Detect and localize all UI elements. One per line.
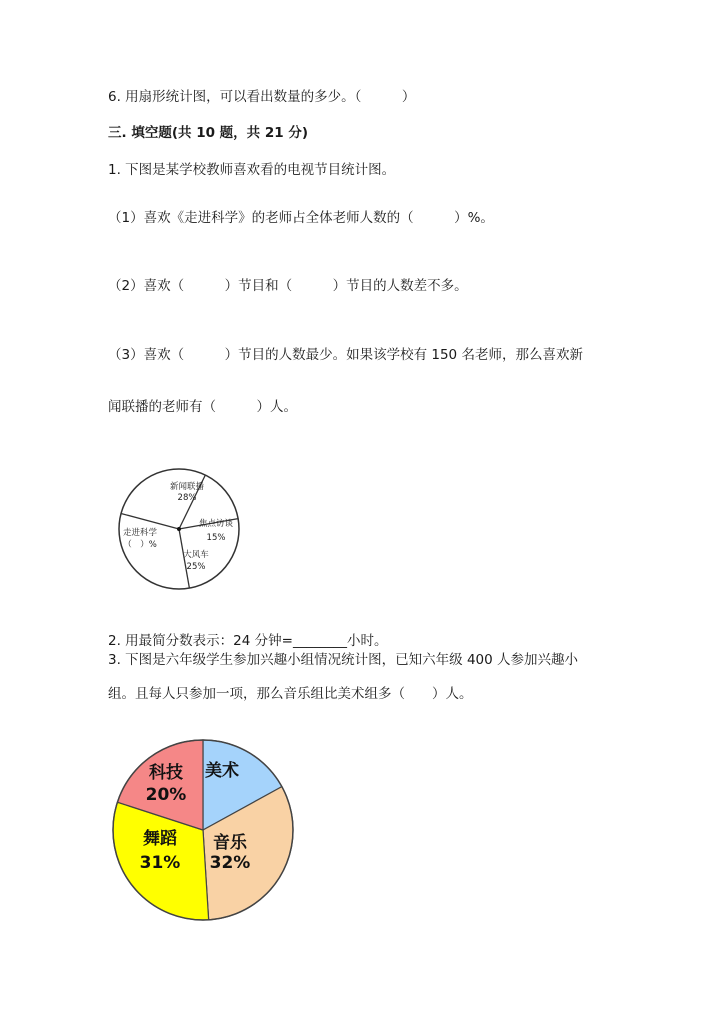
- problem-1-intro: 1. 下图是某学校教师喜欢看的电视节目统计图。: [108, 162, 396, 178]
- pie2-slice-value: 20%: [145, 785, 187, 805]
- problem-3-line-a: 3. 下图是六年级学生参加兴趣小组情况统计图，已知六年级 400 人参加兴趣小: [108, 652, 579, 668]
- pie1-slice-label: 新闻联播: [169, 482, 205, 492]
- section-3-heading: 三. 填空题(共 10 题，共 21 分): [108, 125, 309, 141]
- problem-1-sub-2: （2）喜欢（ ）节目和（ ）节目的人数差不多。: [108, 278, 468, 294]
- pie1-center-dot: [177, 527, 181, 531]
- problem-1-sub-3a: （3）喜欢（ ）节目的人数最少。如果该学校有 150 名老师，那么喜欢新: [108, 347, 583, 363]
- pie1-slice-label: 大风车: [183, 550, 209, 560]
- pie1-slice-value: 15%: [206, 533, 226, 543]
- pie1-slice-value: （ ）%: [123, 540, 157, 550]
- pie2-slice-label: 音乐: [213, 833, 247, 853]
- pie2-slice-value: 31%: [139, 853, 181, 873]
- problem-3-line-b: 组。且每人只参加一项，那么音乐组比美术组多（ ）人。: [108, 686, 473, 702]
- pie1-slice-value: 25%: [186, 562, 206, 572]
- problem-1-sub-3b: 闻联播的老师有（ ）人。: [108, 399, 297, 415]
- interest-group-pie-chart: [108, 738, 298, 928]
- question-6: 6. 用扇形统计图，可以看出数量的多少。（ ）: [108, 89, 416, 105]
- tv-program-pie-chart: [110, 465, 250, 595]
- pie2-slice-label: 科技: [149, 763, 183, 783]
- problem-2: 2. 用最简分数表示：24 分钟=________小时。: [108, 633, 388, 649]
- pie1-slice-label: 走进科学: [122, 528, 158, 538]
- pie2-slice-value: 32%: [209, 853, 251, 873]
- problem-1-sub-1: （1）喜欢《走进科学》的老师占全体老师人数的（ ）%。: [108, 210, 494, 226]
- pie1-slice-value: 28%: [177, 493, 197, 503]
- pie2-slice-label: 美术: [205, 761, 239, 781]
- pie1-slice-label: 焦点访谈: [198, 519, 234, 529]
- pie2-slice-label: 舞蹈: [143, 829, 177, 849]
